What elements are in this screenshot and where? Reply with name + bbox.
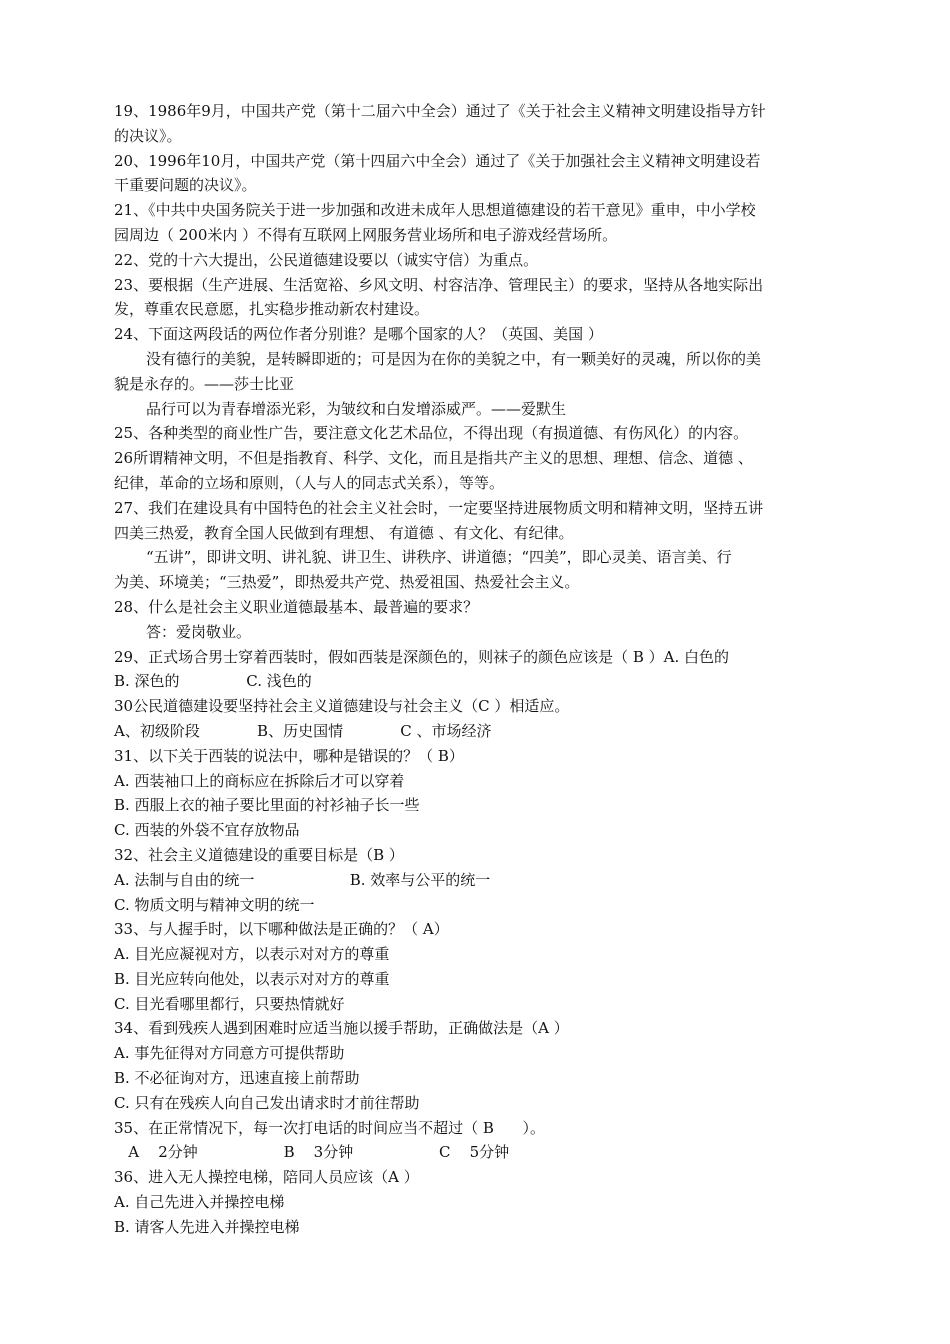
option-line: C. 目光看哪里都行，只要热情就好 [114, 994, 345, 1013]
text-line: 19、1986年9月，中国共产党（第十二届六中全会）通过了《关于社会主义精神文明建设指导方针 [114, 102, 766, 120]
question-line: 31、以下关于西装的说法中，哪种是错误的？（ B） [114, 746, 464, 765]
options-line: A. 法制与自由的统一 B. 效率与公平的统一 [114, 870, 491, 889]
question-line: 35、在正常情况下，每一次打电话的时间应当不超过（ B ）。 [114, 1118, 545, 1137]
option-line: C. 物质文明与精神文明的统一 [114, 895, 315, 914]
text-line: 20、1996年10月，中国共产党（第十四届六中全会）通过了《关于加强社会主义精神文明建设若 [114, 151, 761, 170]
option-line: A. 西装袖口上的商标应在拆除后才可以穿着 [114, 771, 405, 790]
text-line: “五讲”，即讲文明、讲礼貌、讲卫生、讲秩序、讲道德；“四美”，即心灵美、语言美、行 [146, 548, 732, 567]
text-line: 23、要根据（生产进展、生活宽裕、乡风文明、村容洁净、管理民主）的要求，坚持从各地实际出 [114, 275, 764, 294]
question-line: 32、社会主义道德建设的重要目标是（B ） [114, 845, 404, 864]
question-line: 34、看到残疾人遇到困难时应适当施以援手帮助，正确做法是（A ） [114, 1019, 569, 1038]
document-page [114, 99, 842, 1240]
options-line: B. 深色的 C. 浅色的 [114, 672, 312, 691]
text-line: 为美、环境美；“三热爱”，即热爱共产党、热爱祖国、热爱社会主义。 [114, 573, 580, 592]
option-line: C. 西装的外袋不宜存放物品 [114, 821, 300, 840]
text-line: 26所谓精神文明，不但是指教育、科学、文化，而且是指共产主义的思想、理想、信念、道德 、 [114, 449, 753, 468]
options-line: A、初级阶段 B、历史国情 C 、市场经济 [114, 721, 492, 740]
question-line: 30公民道德建设要坚持社会主义道德建设与社会主义（C ）相适应。 [114, 697, 570, 716]
text-line: 四美三热爱，教育全国人民做到有理想、 有道德 、有文化、有纪律。 [114, 523, 574, 542]
answer-line: 答：爱岗敬业。 [146, 622, 252, 641]
text-line: 的决议》。 [114, 126, 182, 145]
option-line: B. 西服上衣的袖子要比里面的衬衫袖子长一些 [114, 796, 420, 815]
quote-line: 貌是永存的。——莎士比亚 [114, 374, 295, 393]
option-line: A. 目光应凝视对方，以表示对对方的尊重 [114, 945, 390, 964]
quote-line: 没有德行的美貌，是转瞬即逝的；可是因为在你的美貌之中，有一颗美好的灵魂，所以你的美 [146, 349, 762, 368]
text-line: 27、我们在建设具有中国特色的社会主义社会时，一定要坚持进展物质文明和精神文明，坚持五讲 [114, 498, 764, 517]
option-line: B. 目光应转向他处，以表示对对方的尊重 [114, 969, 390, 988]
quote-line: 品行可以为青春增添光彩，为皱纹和白发增添威严。——爱默生 [146, 399, 567, 418]
text-line: 园周边（ 200米内 ）不得有互联网上网服务营业场所和电子游戏经营场所。 [114, 225, 618, 244]
text-line: 22、党的十六大提出，公民道德建设要以（诚实守信）为重点。 [114, 250, 539, 269]
option-line: A. 事先征得对方同意方可提供帮助 [114, 1044, 345, 1063]
text-line: 发，尊重农民意愿，扎实稳步推动新农村建设。 [114, 300, 430, 319]
text-line: 24、下面这两段话的两位作者分别谁？是哪个国家的人？（英国、美国 ） [114, 325, 603, 344]
question-line: 29、正式场合男士穿着西装时，假如西装是深颜色的，则袜子的颜色应该是（ B ）A. 白色的 [114, 647, 730, 666]
option-line: C. 只有在残疾人向自己发出请求时才前往帮助 [114, 1093, 420, 1112]
text-line: 25、各种类型的商业性广告，要注意文化艺术品位，不得出现（有损道德、有伤风化）的内容。 [114, 424, 749, 443]
question-line: 36、进入无人操控电梯，陪同人员应该（A ） [114, 1168, 419, 1187]
question-line: 33、与人握手时，以下哪种做法是正确的？（ A） [114, 920, 449, 939]
text-line: 21、《中共中央国务院关于进一步加强和改进未成年人思想道德建设的若干意见》重申，中小学校 [114, 201, 756, 220]
option-line: B. 不必征询对方，迅速直接上前帮助 [114, 1069, 360, 1088]
text-line: 纪律，革命的立场和原则，（人与人的同志式关系），等等。 [114, 473, 505, 492]
text-line: 干重要问题的决议》。 [114, 176, 257, 195]
option-line: B. 请客人先进入并操控电梯 [114, 1217, 300, 1236]
options-line: A 2分钟 B 3分钟 C 5分钟 [114, 1143, 510, 1162]
option-line: A. 自己先进入并操控电梯 [114, 1193, 285, 1212]
question-line: 28、什么是社会主义职业道德最基本、最普遍的要求？ [114, 597, 479, 616]
